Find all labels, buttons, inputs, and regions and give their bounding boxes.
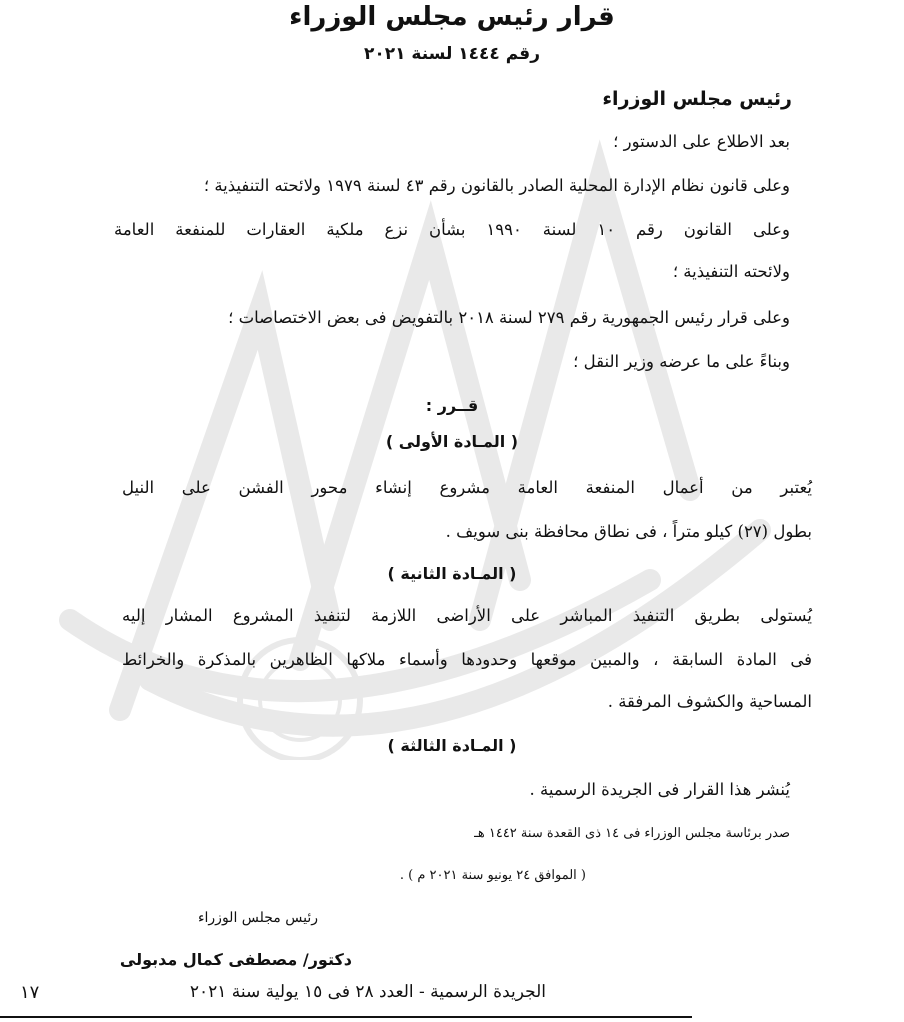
- decree-title: قرار رئيس مجلس الوزراء: [289, 2, 615, 32]
- preamble-line-1: بعد الاطلاع على الدستور ؛: [613, 132, 790, 151]
- article-2-title: ( المـادة الثانية ): [387, 564, 517, 583]
- article-3-title: ( المـادة الثالثة ): [387, 736, 517, 755]
- article-1-line-2: بطول (٢٧) كيلو متراً ، فى نطاق محافظة بنى سويف .: [445, 522, 812, 541]
- footer-rule: [0, 1016, 692, 1018]
- signature-role: رئيس مجلس الوزراء: [197, 910, 318, 926]
- article-1-title: ( المـادة الأولى ): [385, 432, 519, 451]
- issuance-line-2: ( الموافق ٢٤ يونيو سنة ٢٠٢١ م ) .: [399, 868, 586, 883]
- gazette-footer: الجريدة الرسمية - العدد ٢٨ فى ١٥ يولية سنة ٢٠٢١: [189, 982, 546, 1002]
- page-number: ١٧: [20, 982, 40, 1003]
- article-3-line-1: يُنشر هذا القرار فى الجريدة الرسمية .: [529, 780, 790, 799]
- preamble-line-3: وعلى القانون رقم ١٠ لسنة ١٩٩٠ بشأن نزع ملكية العقارات للمنفعة العامة: [114, 220, 790, 239]
- decree-number: رقم ١٤٤٤ لسنة ٢٠٢١: [364, 44, 540, 64]
- preamble-line-6: وبناءً على ما عرضه وزير النقل ؛: [573, 352, 790, 371]
- article-1-line-1: يُعتبر من أعمال المنفعة العامة مشروع إنشاء محور الفشن على النيل: [122, 478, 812, 497]
- preamble-line-2: وعلى قانون نظام الإدارة المحلية الصادر بالقانون رقم ٤٣ لسنة ١٩٧٩ ولائحته التنفيذية ؛: [203, 176, 790, 195]
- preamble-heading: رئيس مجلس الوزراء: [602, 88, 792, 110]
- signature-name: دكتور/ مصطفى كمال مدبولى: [119, 950, 352, 969]
- preamble-line-5: وعلى قرار رئيس الجمهورية رقم ٢٧٩ لسنة ٢٠١٨ بالتفويض فى بعض الاختصاصات ؛: [228, 308, 790, 327]
- article-2-line-3: المساحية والكشوف المرفقة .: [607, 692, 812, 711]
- article-2-line-1: يُستولى بطريق التنفيذ المباشر على الأراضى اللازمة لتنفيذ المشروع المشار إليه: [122, 606, 812, 625]
- decision-label: قــرر :: [425, 396, 479, 415]
- article-2-line-2: فى المادة السابقة ، والمبين موقعها وحدودها وأسماء ملاكها الظاهرين بالمذكرة والخرائط: [122, 650, 812, 669]
- preamble-line-4: ولائحته التنفيذية ؛: [672, 262, 790, 281]
- issuance-line-1: صدر برئاسة مجلس الوزراء فى ١٤ ذى القعدة سنة ١٤٤٢ هـ: [474, 826, 790, 841]
